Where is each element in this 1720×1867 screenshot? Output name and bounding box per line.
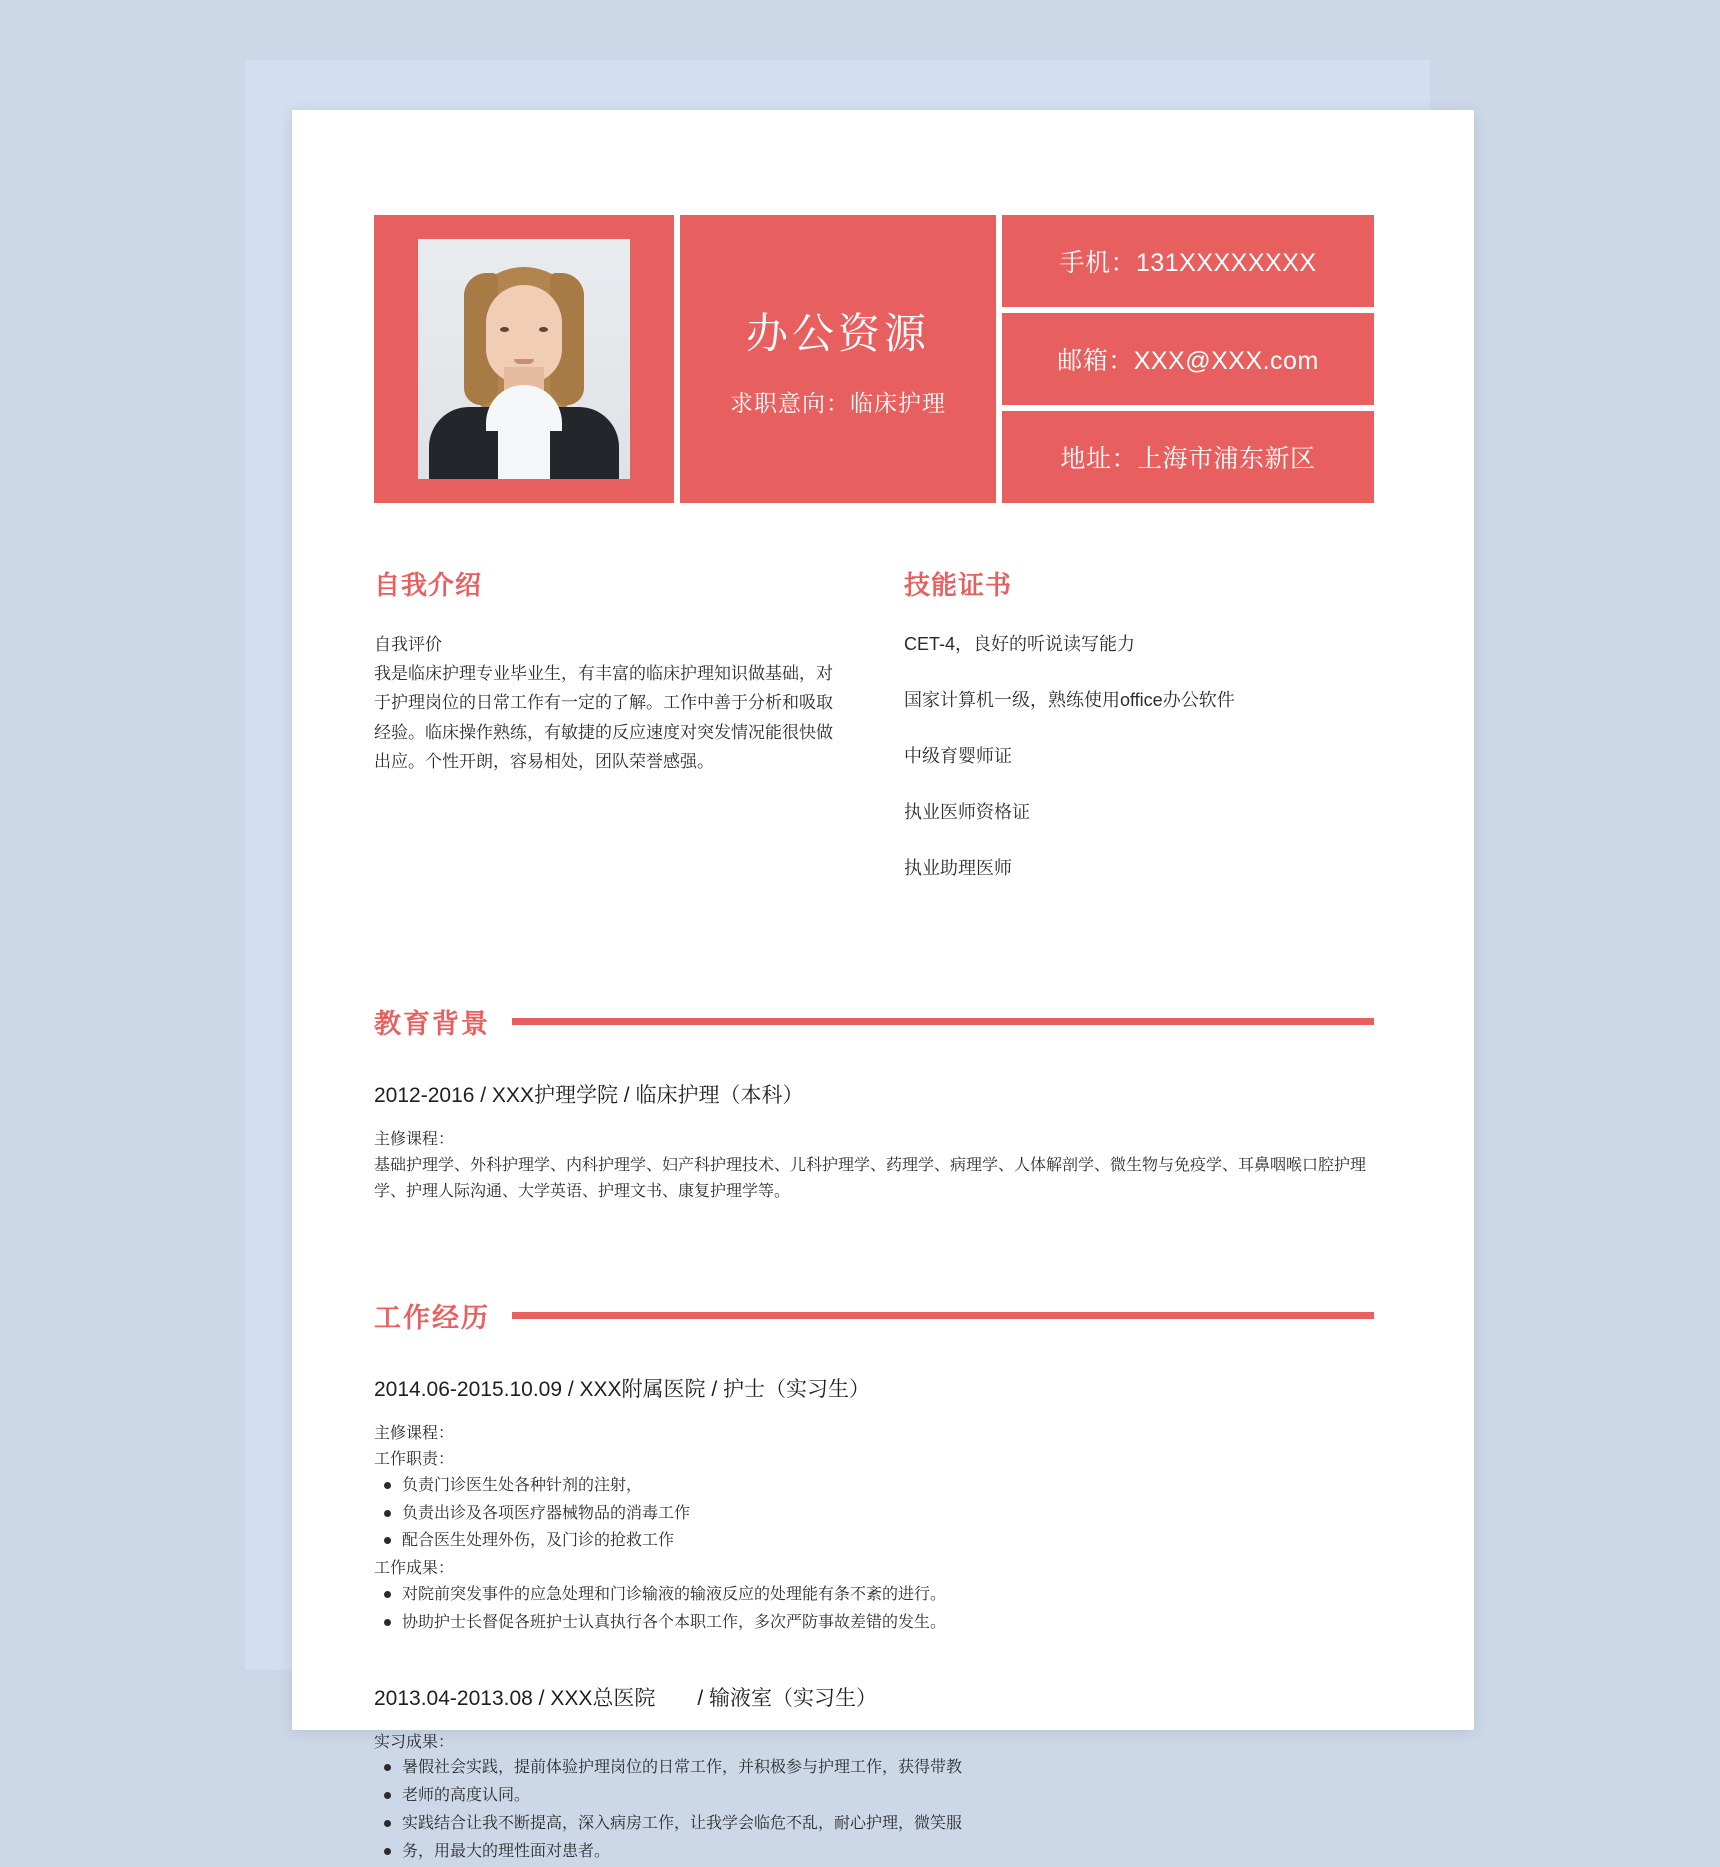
section-rule [512,1018,1374,1025]
mid-section [374,565,1374,910]
education-header [374,1002,1374,1041]
skill-item: 执业医师资格证 [904,802,1030,822]
list-item: 配合医生处理外伤，及门诊的抢救工作 [402,1528,1374,1554]
internship-results-list [374,1755,1374,1865]
work-label-duties: 工作职责： [374,1451,455,1468]
work-title: 工作经历 [374,1303,490,1334]
contact-phone: 手机：131XXXXXXXX [1002,215,1374,307]
work-label-courses: 主修课程： [374,1425,455,1443]
list-item: 协助护士长督促各班护士认真执行各个本职工作，多次严防事故差错的发生。 [402,1610,1374,1636]
resume-header [374,215,1374,503]
work-duties-list [374,1473,1374,1555]
photo-container [374,215,674,503]
name-block [680,215,996,503]
contact-address: 地址：上海市浦东新区 [1002,411,1374,503]
self-intro-subtitle: 自我评价 [374,635,442,654]
list-item: 老师的高度认同。 [402,1783,1374,1809]
education-entry-title: 2012-2016 / XXX护理学院 / 临床护理（本科） [374,1084,804,1107]
list-item: 对院前突发事件的应急处理和门诊输液的输液反应的处理能有条不紊的进行。 [402,1582,1374,1608]
work-label-results: 工作成果： [374,1560,455,1578]
self-intro-body: 我是临床护理专业毕业生，有丰富的临床护理知识做基础，对于护理岗位的日常工作有一定的了解。工作中善于分析和吸取经验。临床操作熟练，有敏捷的反应速度对突发情况能很快做出应。个性开朗，容易相处，团队荣誉感强。 [374,664,833,771]
list-item: 实践结合让我不断提高，深入病房工作，让我学会临危不乱，耐心护理，微笑服 [402,1811,1374,1837]
skill-item: 中级育婴师证 [904,746,1012,766]
work-label-internship: 实习成果： [374,1733,455,1751]
candidate-name: 办公资源 [745,309,930,357]
skills-section [904,565,1374,910]
contact-list [1002,215,1374,503]
work-entry-title: 2014.06-2015.10.09 / XXX附属医院 / 护士（实习生） [374,1378,871,1402]
profile-photo [418,239,630,479]
contact-email: 邮箱：XXX@XXX.com [1002,313,1374,405]
list-item: 负责门诊医生处各种针剂的注射， [402,1473,1374,1499]
list-item: 务，用最大的理性面对患者。 [402,1839,1374,1865]
work-results-list [374,1582,1374,1636]
list-item: 暑假社会实践，提前体验护理岗位的日常工作，并积极参与护理工作，获得带教 [402,1755,1374,1781]
skill-item: 国家计算机一级，熟练使用office办公软件 [904,690,1235,710]
list-item: 负责出诊及各项医疗器械物品的消毒工作 [402,1501,1374,1527]
skill-item: CET-4，良好的听说读写能力 [904,634,1136,654]
skills-title: 技能证书 [904,570,1013,600]
education-course-label: 主修课程： [374,1131,455,1148]
job-objective: 求职意向：临床护理 [730,389,946,416]
work-header [374,1296,1374,1335]
work-entry-title: 2013.04-2013.08 / XXX总医院 / 输液室（实习生） [374,1686,878,1710]
resume-page [292,110,1474,1861]
section-rule [512,1312,1374,1319]
resume-content [374,215,1374,1867]
skill-item: 执业助理医师 [904,858,1012,878]
self-intro-title: 自我介绍 [374,570,483,600]
self-intro-section [374,565,844,910]
education-courses: 基础护理学、外科护理学、内科护理学、妇产科护理技术、儿科护理学、药理学、病理学、人体解剖学、微生物与免疫学、耳鼻咽喉口腔护理学、护理人际沟通、大学英语、护理文书、康复护理学等。 [374,1156,1367,1200]
education-title: 教育背景 [374,1009,490,1039]
